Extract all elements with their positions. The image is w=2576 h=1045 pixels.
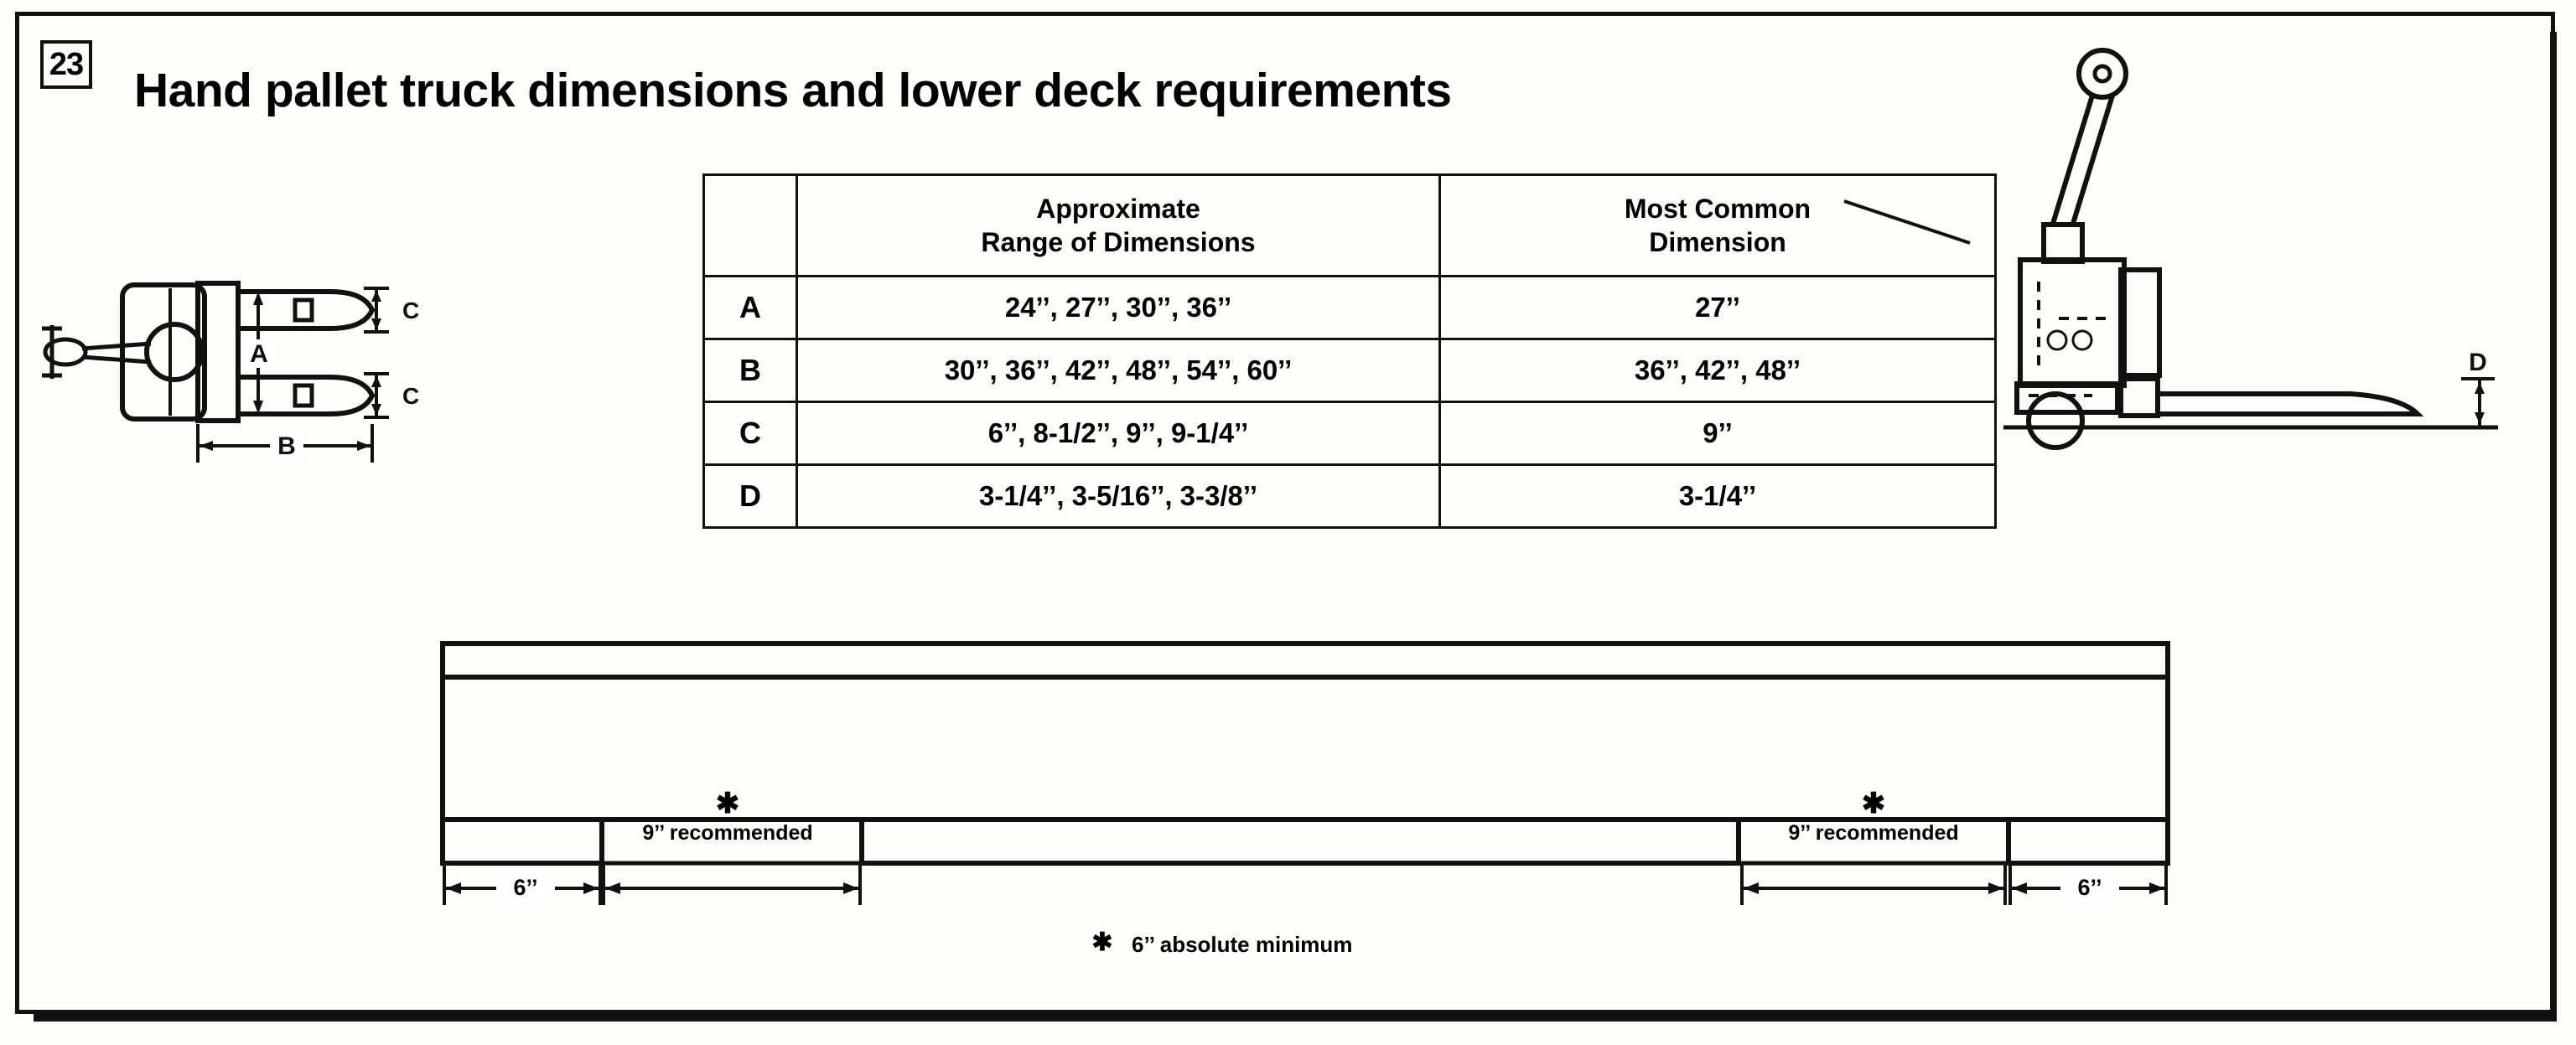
right-recommended-label: 9’’ recommended — [1788, 821, 1959, 845]
left-asterisk: ✱ — [715, 788, 740, 820]
steer-wheel — [2029, 394, 2082, 447]
row-letter: D — [704, 465, 797, 528]
dimensions-table — [702, 173, 1997, 529]
table-row — [704, 339, 1996, 402]
truck-body-top — [122, 285, 205, 419]
row-common: 9’’ — [1440, 402, 1996, 465]
bottom-board-center — [862, 820, 1739, 863]
pallet-truck-top-view — [34, 251, 704, 561]
lower-deck-diagram — [436, 637, 2188, 989]
header-cell-blank — [704, 175, 797, 277]
right-asterisk: ✱ — [1861, 788, 1886, 820]
table-header-row — [704, 175, 1996, 277]
left-six-inch-label: 6’’ — [513, 875, 538, 900]
svg-text:C: C — [402, 297, 420, 323]
dimension-right-9 — [1742, 865, 2005, 905]
header-common-line2: Dimension — [1649, 227, 1786, 257]
dimension-left-9 — [604, 865, 860, 905]
table-row — [704, 277, 1996, 339]
pallet-truck-side-view — [1995, 34, 2548, 520]
page-number-badge: 23 — [40, 40, 92, 89]
row-letter: A — [704, 277, 797, 339]
deck-top-board — [443, 644, 2168, 677]
row-letter: C — [704, 402, 797, 465]
row-range: 6’’, 8-1/2’’, 9’’, 9-1/4’’ — [797, 402, 1440, 465]
table-row — [704, 402, 1996, 465]
dimension-b — [198, 424, 372, 463]
svg-text:B: B — [277, 432, 296, 460]
pallet-body — [443, 677, 2168, 820]
right-six-inch-label: 6’’ — [2077, 875, 2102, 900]
header-cell-range — [797, 175, 1440, 277]
pump-column — [2044, 225, 2082, 261]
truck-tiller — [2052, 50, 2126, 226]
svg-text:C: C — [402, 383, 420, 409]
row-common: 27’’ — [1440, 277, 1996, 339]
svg-text:A: A — [250, 340, 268, 368]
table-row — [704, 465, 1996, 528]
footnote-text: 6’’ absolute minimum — [1132, 932, 1353, 957]
row-letter: B — [704, 339, 797, 402]
svg-text:D: D — [2469, 349, 2487, 376]
row-common: 3-1/4’’ — [1440, 465, 1996, 528]
truck-handle-top — [42, 325, 151, 379]
footnote-asterisk: ✱ — [1091, 929, 1113, 956]
page-border-shadow-bottom — [34, 1014, 2557, 1022]
bottom-board-left — [443, 820, 602, 863]
header-range-line2: Range of Dimensions — [981, 227, 1256, 257]
page-title: Hand pallet truck dimensions and lower deck requirements — [134, 64, 1452, 117]
truck-body-side — [2020, 260, 2124, 385]
fork-upper-slot — [295, 300, 312, 320]
dimension-d — [2461, 349, 2495, 427]
header-range-line1: Approximate — [1036, 194, 1200, 224]
row-range: 30’’, 36’’, 42’’, 48’’, 54’’, 60’’ — [797, 339, 1440, 402]
truck-internal-dashed — [2029, 282, 2112, 396]
bottom-board-right — [2008, 820, 2168, 863]
fork-blade-side — [2158, 394, 2418, 414]
dimension-a — [245, 292, 273, 414]
left-recommended-label: 9’’ recommended — [642, 821, 813, 845]
fork-lower-slot — [295, 385, 312, 406]
row-range: 3-1/4’’, 3-5/16’’, 3-3/8’’ — [797, 465, 1440, 528]
truck-pivot — [147, 324, 202, 380]
page-border-shadow-right — [2550, 32, 2557, 1021]
header-common-line1: Most Common — [1624, 194, 1811, 224]
row-range: 24’’, 27’’, 30’’, 36’’ — [797, 277, 1440, 339]
row-common: 36’’, 42’’, 48’’ — [1440, 339, 1996, 402]
